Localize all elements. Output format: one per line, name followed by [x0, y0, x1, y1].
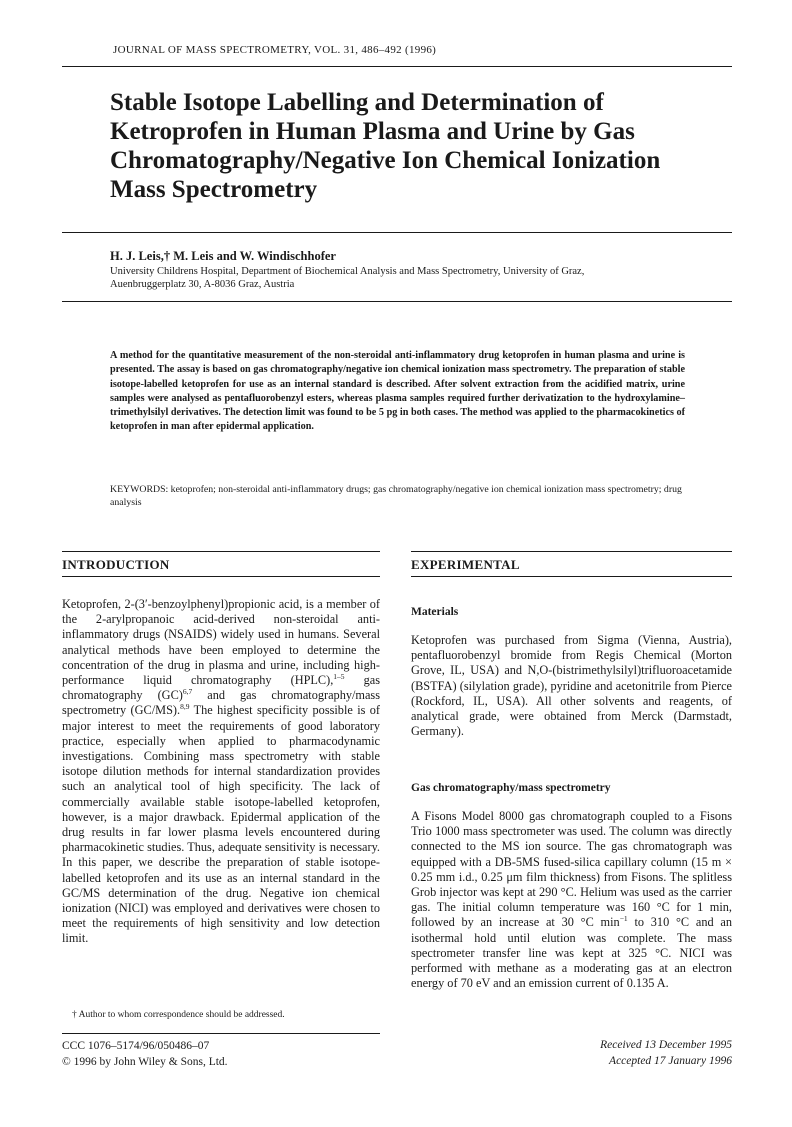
- title-rule: [62, 232, 732, 233]
- received-date: Received 13 December 1995: [600, 1039, 732, 1051]
- materials-paragraph: Ketoprofen was purchased from Sigma (Vienna, Austria), pentafluorobenzyl bromide from Regis Chemical (Morton Grove, IL, USA) and N,O-(bistrimethylsilyl)trifluoroacetamide (BSTFA) (silylation grade), pyridine and acetonitrile from Pierce (Rockford, IL, USA). All other solvents and reagents, of analytical grade, were obtained from Merck (Darmstadt, Germany).: [411, 633, 732, 739]
- gcms-paragraph: A Fisons Model 8000 gas chromatograph coupled to a Fisons Trio 1000 mass spectrometer was used. The column was directly connected to the MS ion source. The gas chromatograph was equipped with a DB-5MS fused-silica capillary column (15 m × 0.25 mm i.d., 0.25 μm film thickness) from Fisons. The splitless Grob injector was kept at 290 °C. Helium was used as the carrier gas. The initial column temperature was 160 °C for 1 min, followed by an increase at 30 °C $\min^{-1}$ to 310 °C and an isothermal hold until elution was complete. The mass spectrometer transfer line was kept at 325 °C. NICI was performed with methane as a moderating gas at an electron energy of 70 eV and an emission current of 0.135 A.: [411, 809, 732, 991]
- footnote-rule: [62, 1033, 380, 1034]
- copyright-notice: © 1996 by John Wiley & Sons, Ltd.: [62, 1056, 228, 1068]
- introduction-heading: INTRODUCTION: [62, 557, 170, 572]
- accepted-date: Accepted 17 January 1996: [609, 1055, 732, 1067]
- reference-citation: 1–5: [333, 671, 345, 681]
- introduction-paragraph: Ketoprofen, 2-(3′-benzoylphenyl)propionic acid, is a member of the 2-arylpropanoic acid-derived non-steroidal anti-inflammatory drugs (NSAIDS) widely used in humans. Several analytical methods have been employed to determine the concentration of the drug in plasma and urine, including high-performance liquid chromatography (HPLC),$^{1-5}$ gas chromatography (GC)$^{6,7}$ and gas chromatography/mass spectrometry (GC/MS).$^{8,9}$ The highest specificity possible is of major interest to meet the requirements of good laboratory practice, especially when applied to pharmacodynamic investigations. Combining mass spectrometry with stable isotope dilution methods for internal standardization provides such an analytical tool of high specificity. The lack of commercially available stable isotope-labelled ketoprofen, however, is a major drawback. Epidermal application of the drug results in far lower plasma levels encountered during pharmacokinetic studies. Thus, adequate sensitivity is necessary. In this paper, we describe the preparation of stable isotope-labelled ketoprofen and its use as an internal standard in the GC/MS determination of the drug. Negative ion chemical ionization (NICI) was employed and derivatives were chosen to meet the requirements of high sensitivity and low detection limit.: [62, 597, 381, 946]
- experimental-heading: EXPERIMENTAL: [411, 557, 520, 572]
- gcms-heading: Gas chromatography/mass spectrometry: [411, 782, 611, 794]
- header-rule: [62, 66, 732, 67]
- intro-top-rule: [62, 551, 380, 552]
- keywords: KEYWORDS: ketoprofen; non-steroidal anti-inflammatory drugs; gas chromatography/negative ion chemical ionization mass spectrometry; drug analysis: [110, 484, 682, 508]
- unit-exponent: −1: [619, 914, 628, 924]
- experimental-top-rule: [411, 551, 732, 552]
- author-affiliation: University Childrens Hospital, Department of Biochemical Analysis and Mass Spectrometry, University of Graz, Auenbruggerplatz 30, A-8036 Graz, Austria: [110, 266, 585, 290]
- materials-heading: Materials: [411, 606, 459, 618]
- abstract: A method for the quantitative measurement of the non-steroidal anti-inflammatory drug ketoprofen in human plasma and urine is presented. The assay is based on gas chromatography/negative ion chemical ionization mass spectrometry. The preparation of stable isotope-labelled ketoprofen for use as an internal standard is described. After solvent extraction from the acidified matrix, urine samples were analysed as pentafluorobenzyl esters, whereas plasma samples required further derivatization to the hydroxylamine–trimethylsilyl derivatives. The detection limit was found to be 5 pg in both cases. The method was applied to the pharmacokinetics of ketoprofen in man after epidermal application.: [110, 350, 685, 433]
- experimental-bottom-rule: [411, 576, 732, 577]
- ccc-code: CCC 1076–5174/96/050486–07: [62, 1040, 210, 1052]
- journal-running-head: JOURNAL OF MASS SPECTROMETRY, VOL. 31, 486–492 (1996): [113, 44, 437, 56]
- reference-citation: 8,9: [180, 702, 190, 712]
- affiliation-rule: [62, 301, 732, 302]
- article-title: Stable Isotope Labelling and Determination of Ketroprofen in Human Plasma and Urine by Gas Chromatography/Negative Ion Chemical Ionization Mass Spectrometry: [110, 89, 661, 203]
- reference-citation: 6,7: [182, 687, 193, 697]
- intro-bottom-rule: [62, 576, 380, 577]
- author-list: H. J. Leis,† M. Leis and W. Windischhofer: [110, 249, 336, 263]
- correspondence-footnote: † Author to whom correspondence should be addressed.: [72, 1010, 285, 1020]
